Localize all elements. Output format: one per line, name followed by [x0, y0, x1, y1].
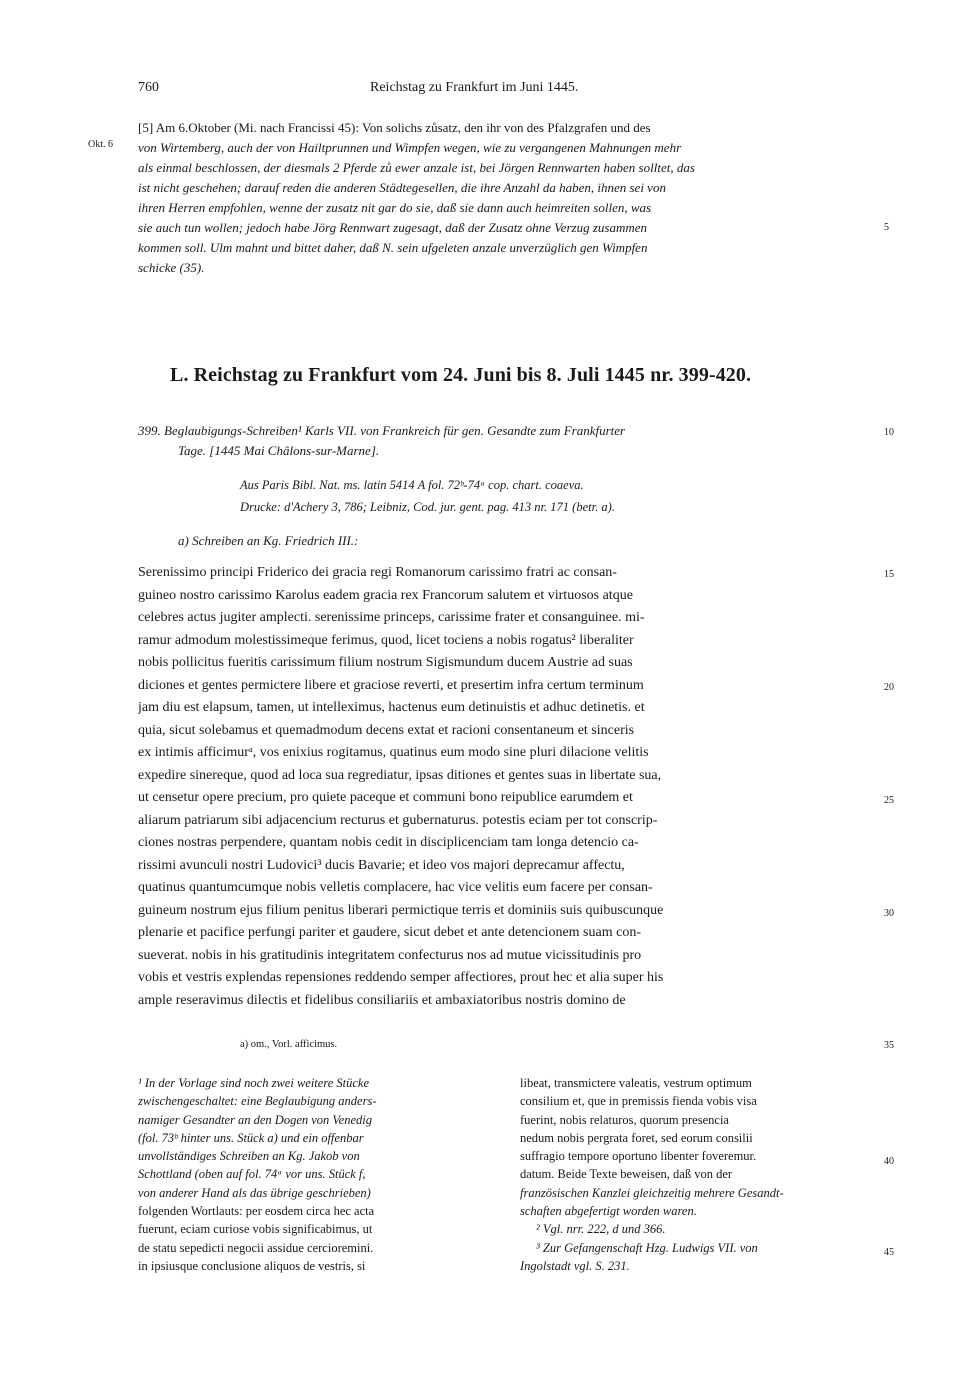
line-number: 40: [884, 1156, 894, 1167]
footnote-line: ¹ In der Vorlage sind noch zwei weitere Stücke: [138, 1076, 370, 1090]
footnotes-right-column: [520, 1074, 875, 1275]
text-line: celebres actus jugiter amplecti. serenissime princeps, carissime frater et consanguinee. mi-: [138, 610, 645, 625]
footnote-line: fuerunt, eciam curiose vobis significabimus, ut: [138, 1222, 373, 1237]
text-line: plenarie et pacifice perfungi pariter et gaudere, sicut debet et ante detencionem suam con-: [138, 925, 641, 940]
running-title: Reichstag zu Frankfurt im Juni 1445.: [370, 80, 579, 95]
footnote-line: unvollständiges Schreiben an Kg. Jakob von: [138, 1149, 360, 1164]
text-line: guineum nostrum ejus filium penitus liberari permictique terris et dominiis suis quibuscunque: [138, 902, 664, 918]
footnote-line: namiger Gesandter an den Dogen von Venedig: [138, 1112, 372, 1127]
footnote-line: ² Vgl. nrr. 222, d und 366.: [536, 1222, 666, 1237]
footnote-line: ³ Zur Gefangenschaft Hzg. Ludwigs VII. von: [536, 1240, 758, 1255]
footnote-line: suffragio tempore oportuno libenter foveremur.: [520, 1149, 757, 1164]
footnote-line: französischen Kanzlei gleichzeitig mehrere Gesandt-: [520, 1185, 784, 1200]
text-line: ciones nostras perpendere, quantam nobis cedit in disciplicenciam tam longa detencio ca-: [138, 835, 639, 850]
footnote-line: Schottland (oben auf fol. 74ᵃ vor uns. Stück f,: [138, 1167, 366, 1182]
text-line: jam diu est elapsum, tamen, ut intelleximus, hactenus eum detinuistis et adhuc detinetis. et: [138, 700, 645, 715]
text-line: ex intimis afficimurᵃ, vos enixius rogitamus, quatinus eum modo sine pluri dilacione velitis: [138, 745, 649, 760]
footnote-line: fuerint, nobis relaturos, quorum presencia: [520, 1112, 729, 1127]
footnote-line: libeat, transmictere valeatis, vestrum optimum: [520, 1076, 752, 1090]
document-heading-line: Tage. [1445 Mai Châlons-sur-Marne].: [178, 443, 380, 458]
intro-line: ist nicht geschehen; darauf reden die anderen Städtegesellen, die ihre Anzahl da haben, ihnen sei von: [138, 180, 666, 195]
footnote-line: (fol. 73ᵇ hinter uns. Stück a) und ein offenbar: [138, 1130, 364, 1145]
text-line: sueverat. nobis in his gratitudinis integritatem confecturus nos ad mutue vicissitudinis pro: [138, 947, 642, 963]
footnotes-left-column: [138, 1074, 500, 1275]
intro-line: kommen soll. Ulm mahnt und bittet daher, daß N. sein ufgeleten anzale unverzüglich gen Wimpfen: [138, 240, 648, 255]
variant-note: a) om., Vorl. afficimus.: [240, 1039, 338, 1050]
running-header: [138, 80, 874, 100]
line-number: 25: [884, 795, 894, 806]
footnote-line: consilium et, que in premissis fienda vobis visa: [520, 1094, 757, 1109]
text-line: nobis pollicitus fueritis carissimum filium nostrum Sigismundum ducem Austrie ad suas: [138, 655, 633, 670]
line-number: 15: [884, 569, 894, 580]
footnote-line: datum. Beide Texte beweisen, daß von der: [520, 1167, 733, 1182]
text-line: ramur admodum molestissimeque ferimus, quod, licet tociens a nobis rogatus² liberaliter: [138, 632, 634, 648]
text-line: vobis et vestris explendas repensiones reddendo semper affectiores, prout hec et alia super his: [138, 970, 664, 985]
text-line: quatinus quantumcumque nobis velletis complacere, hac vice velitis eum facere per consan-: [138, 880, 653, 895]
text-line: diciones et gentes permictere libere et graciose reverti, et presertim infra certum terminum: [138, 677, 644, 693]
source-line: Drucke: d'Achery 3, 786; Leibniz, Cod. jur. gent. pag. 413 nr. 171 (betr. a).: [240, 500, 615, 514]
main-text: [138, 562, 874, 1012]
text-line: aliarum patriarum sibi adjacencium recturus et gubernaturus. potestis eciam per tot conscrip-: [138, 812, 658, 828]
margin-date: Okt. 6: [88, 139, 113, 150]
text-line: expedire sinereque, quod ad loca sua regrediatur, ipsas ditiones et gentes suas in libertate sua,: [138, 767, 662, 783]
text-line: quia, sicut solebamus et quemadmodum decens extat et racioni consentaneum et sinceris: [138, 722, 635, 738]
intro-line: als einmal beschlossen, der diesmals 2 Pferde zů ewer anzale ist, bei Jörgen Rennwarten haben solltet, das: [138, 160, 695, 175]
document-heading-line: 399. Beglaubigungs-Schreiben¹ Karls VII. von Frankreich für gen. Gesandte zum Frankfurter: [138, 423, 626, 438]
intro-line: von Wirtemberg, auch der von Hailtprunnen und Wimpfen wegen, wie zu vergangenen Mahnungen mehr: [138, 140, 682, 155]
line-number: 20: [884, 682, 894, 693]
intro-paragraph: [138, 118, 873, 278]
text-line: Serenissimo principi Friderico dei gracia regi Romanorum carissimo fratri ac consan-: [138, 565, 617, 580]
text-line: rissimi avunculi nostri Ludovici³ ducis Bavarie; et ideo vos majori deprecamur affectu,: [138, 857, 625, 873]
footnote-line: Ingolstadt vgl. S. 231.: [520, 1258, 630, 1273]
text-line: ut censetur opere precium, pro quiete paceque et communi bono reipublice earumdem et: [138, 790, 633, 805]
footnote-line: folgenden Wortlauts: per eosdem circa hec acta: [138, 1204, 375, 1219]
text-line: guineo nostro carissimo Karolus eadem gracia rex Francorum salutem et virtuosos atque: [138, 587, 633, 603]
intro-line: ihren Herren empfohlen, wenne der zusatz nit gar do sie, daß sie dann auch heimreiten sollen, was: [138, 200, 652, 215]
footnote-line: schaften abgefertigt worden waren.: [520, 1204, 697, 1219]
line-number: 35: [884, 1040, 894, 1051]
line-number: 10: [884, 427, 894, 438]
line-number: 5: [884, 222, 889, 233]
document-heading: [138, 421, 874, 461]
footnote-line: nedum nobis pergrata foret, sed eorum consilii: [520, 1130, 753, 1145]
line-number: 30: [884, 908, 894, 919]
intro-line: schicke (35).: [138, 260, 205, 275]
intro-line: sie auch tun wollen; jedoch habe Jörg Rennwart zugesagt, daß der Zusatz ohne Verzug zusammen: [138, 220, 647, 235]
intro-line: [5] Am 6.Oktober (Mi. nach Francissi 45): Von solichs zůsatz, den ihr von des Pfalzgrafen und des: [138, 120, 651, 135]
line-number: 45: [884, 1247, 894, 1258]
document-subheading: a) Schreiben an Kg. Friedrich III.:: [178, 533, 359, 548]
source-line: Aus Paris Bibl. Nat. ms. latin 5414 A fol. 72ᵇ-74ᵃ cop. chart. coaeva.: [240, 478, 584, 492]
source-info: [240, 474, 860, 518]
text-line: ample reseravimus dilectis et fidelibus consiliariis et ambaxiatoribus nostris domino de: [138, 992, 626, 1008]
section-title: L. Reichstag zu Frankfurt vom 24. Juni bis 8. Juli 1445 nr. 399-420.: [170, 364, 752, 386]
footnote-line: in ipsiusque conclusione aliquos de vestris, si: [138, 1258, 366, 1273]
footnote-line: zwischengeschaltet: eine Beglaubigung anders-: [138, 1094, 377, 1109]
footnote-line: de statu sepedicti negocii assidue cercioremini.: [138, 1240, 374, 1255]
footnote-line: von anderer Hand als das übrige geschrieben): [138, 1185, 371, 1200]
page-number: 760: [138, 80, 159, 95]
